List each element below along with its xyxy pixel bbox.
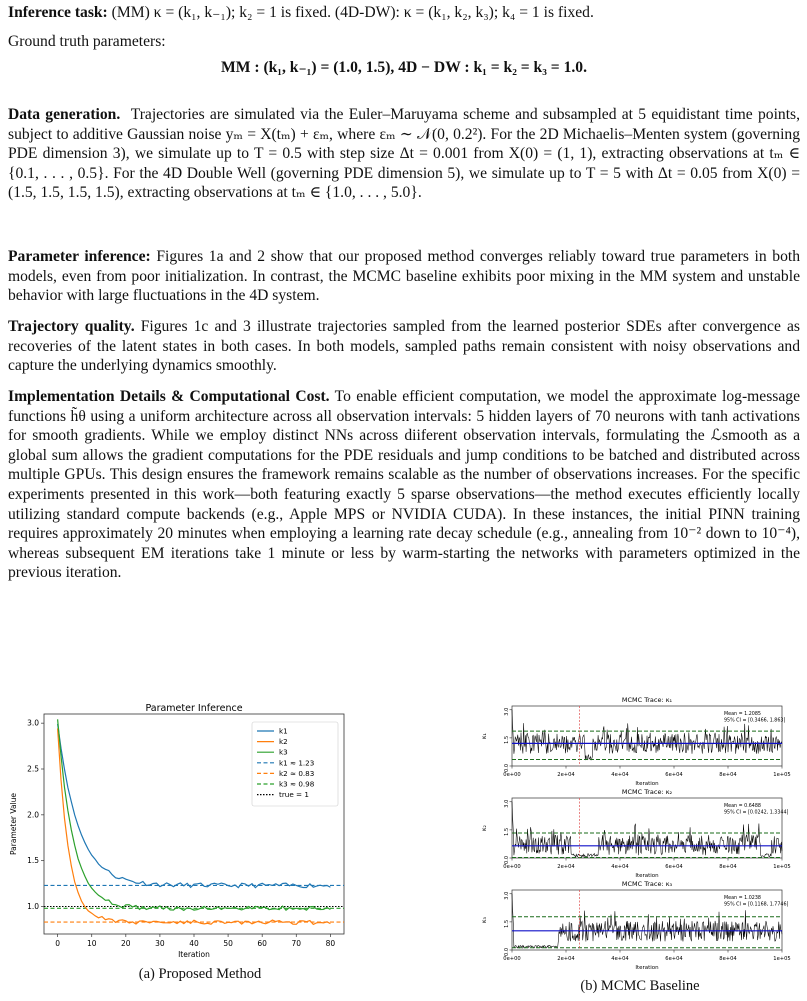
trace-title: MCMC Trace: κ₂ (621, 788, 673, 796)
y-axis-label: κ₁ (481, 733, 488, 739)
implementation-paragraph (8, 387, 800, 583)
x-tick-label: 0 (55, 939, 61, 948)
y-tick-label: 2.0 (27, 810, 39, 820)
y-tick-label: 1.0 (27, 902, 39, 911)
x-tick-label: 2e+04 (557, 956, 575, 962)
x-tick-label: 8e+04 (719, 772, 737, 778)
x-axis-label: Iteration (635, 781, 659, 787)
y-axis-label: Parameter Value (9, 793, 18, 855)
y-tick-label: 1.5 (504, 827, 510, 836)
parameter-inference-chart (4, 700, 404, 962)
mean-label: Mean = 0.6488 (724, 804, 761, 809)
mean-label: Mean = 1.0238 (724, 896, 761, 901)
x-tick-label: 2e+04 (557, 772, 575, 778)
mean-label: Mean = 1.2085 (724, 712, 761, 717)
x-tick-label: 30 (155, 939, 165, 948)
data-generation-body: Trajectories are simulated via the Euler–Maruyama scheme and subsampled at 5 equidistant time points, subject to additive Gaussian noise yₘ = X(tₘ) + εₘ, where εₘ ∼ 𝒩(0, 0.2²). For the 2D Michaelis–Menten system (governing PDE dimension 3), we simulate up to T = 0.5 with step size Δt = 0.001 from X(0) = (1, 1), extracting observations at tₘ ∈ {0.1, . . . , 0.5}. For the 4D Double Well (governing PDE dimension 5), we simulate up to T = 5 with Δt = 0.05 from X(0) = (1.5, 1.5, 1.5, 1.5), extracting observations at tₘ ∈ {1.0, . . . , 5.0}. (8, 106, 800, 202)
x-tick-label: 4e+04 (611, 864, 629, 870)
ground-truth-label: Ground truth parameters: (8, 32, 166, 50)
y-tick-label: 1.5 (504, 735, 510, 744)
x-tick-label: 50 (223, 939, 233, 948)
x-tick-label: 0e+00 (503, 864, 521, 870)
legend-label: k2 (279, 737, 288, 747)
y-axis-label: κ₃ (481, 917, 488, 923)
trace-title: MCMC Trace: κ₃ (621, 880, 673, 888)
trace-title: MCMC Trace: κ₁ (621, 696, 673, 704)
parameter-inference-paragraph (8, 247, 800, 306)
inference-task-body: (MM) κ = (k₁, k₋₁); k₂ = 1 is fixed. (4D-DW): κ = (k₁, k₂, k₃); k₄ = 1 is fixed. (111, 4, 594, 21)
implementation-head: Implementation Details & Computational Cost. (8, 388, 330, 405)
mcmc-trace-chart (478, 690, 798, 976)
trajectory-quality-body: Figures 1c and 3 illustrate trajectories sampled from the learned posterior SDEs after convergence as recoveries of the latent states in both cases. In both models, sampled paths remain consistent with noisy observations and capture the underlying dynamics smoothly. (8, 318, 800, 375)
y-tick-label: 3.0 (504, 799, 510, 808)
y-tick-label: 3.0 (27, 718, 39, 728)
x-tick-label: 1e+05 (773, 864, 791, 870)
inference-task-head: Inference task: (8, 4, 108, 21)
y-tick-label: 3.0 (504, 891, 510, 900)
x-tick-label: 1e+05 (773, 956, 791, 962)
x-tick-label: 8e+04 (719, 864, 737, 870)
y-tick-label: 3.0 (504, 707, 510, 716)
ci-label: 95% CI = [0.0242, 1.3344] (724, 810, 789, 816)
legend-label: true = 1 (279, 790, 309, 800)
x-tick-label: 70 (291, 939, 302, 948)
implementation-body: To enable efficient computation, we model the approximate log-message functions h̃θ using a uniform architecture across all observation intervals: 5 hidden layers of 70 neurons with tanh activations for smooth gradients. While we employ distinct NNs across diiferent observation intervals, formulating the ℒsmooth as a global sum allows the gradient computations for the PDE residuals and jump conditions to be batched and distributed across multiple GPUs. This design ensures the framework remains scalable as the number of observations increases. For the specific experiments presented in this work—both featuring exactly 5 sparse observations—the method executes efficiently locally utilizing standard compute backends (e.g., Apple MPS or NVIDIA CUDA). In these instances, the initial PINN training requires approximately 20 minutes when employing a learning rate decay schedule (e.g., annealing from 10⁻² down to 10⁻⁴), whereas subsequent EM iterations take 1 minute or less by warm-starting the networks with parameters optimized in the previous iteration. (8, 388, 800, 582)
x-tick-label: 80 (325, 939, 336, 948)
legend-label: k2 ≈ 0.83 (279, 768, 315, 778)
data-generation-paragraph (8, 105, 800, 203)
data-generation-head: Data generation. (8, 106, 121, 123)
y-tick-label: 1.5 (27, 856, 39, 866)
x-tick-label: 60 (257, 939, 267, 948)
x-tick-label: 6e+04 (665, 772, 683, 778)
x-tick-label: 6e+04 (665, 864, 683, 870)
y-tick-label: 2.5 (27, 764, 39, 774)
x-tick-label: 0e+00 (503, 772, 521, 778)
caption-a: (a) Proposed Method (138, 966, 262, 982)
trajectory-quality-paragraph (8, 317, 800, 376)
x-tick-label: 10 (86, 939, 97, 948)
legend-label: k3 (279, 747, 288, 757)
y-tick-label: 0.0 (504, 948, 510, 956)
inference-task-line (8, 3, 800, 23)
x-tick-label: 0e+00 (503, 956, 521, 962)
y-tick-label: 1.5 (504, 919, 510, 928)
legend-label: k1 (279, 726, 288, 736)
parameter-inference-head: Parameter inference: (8, 248, 151, 265)
ci-label: 95% CI = [0.1168, 1.7746] (724, 902, 789, 908)
trajectory-quality-head: Trajectory quality. (8, 318, 135, 335)
chart-title: Parameter Inference (145, 703, 243, 714)
x-tick-label: 8e+04 (719, 956, 737, 962)
x-tick-label: 6e+04 (665, 956, 683, 962)
x-tick-label: 2e+04 (557, 864, 575, 870)
parameter-inference-body: Figures 1a and 2 show that our proposed method converges reliably toward true parameters in both models, even from poor initialization. In contrast, the MCMC baseline exhibits poor mixing in the MM system and unstable behavior with large fluctuations in the 4D system. (8, 248, 800, 305)
y-tick-label: 0.0 (504, 764, 510, 772)
ground-truth-equation: MM : (k₁, k₋₁) = (1.0, 1.5), 4D − DW : k₁ = k₂ = k₃ = 1.0. (221, 59, 587, 77)
x-axis-label: Iteration (635, 965, 659, 971)
x-tick-label: 1e+05 (773, 772, 791, 778)
y-tick-label: 0.0 (504, 856, 510, 864)
legend-label: k3 ≈ 0.98 (279, 779, 315, 789)
y-axis-label: κ₂ (481, 825, 488, 831)
x-axis-label: Iteration (635, 873, 659, 879)
caption-b: (b) MCMC Baseline (580, 978, 700, 994)
legend-label: k1 ≈ 1.23 (279, 758, 315, 768)
x-tick-label: 4e+04 (611, 956, 629, 962)
x-axis-label: Iteration (178, 950, 210, 959)
ci-label: 95% CI = [0.3466, 1.863] (724, 718, 786, 724)
x-tick-label: 4e+04 (611, 772, 629, 778)
x-tick-label: 20 (121, 939, 131, 948)
x-tick-label: 40 (189, 939, 199, 948)
